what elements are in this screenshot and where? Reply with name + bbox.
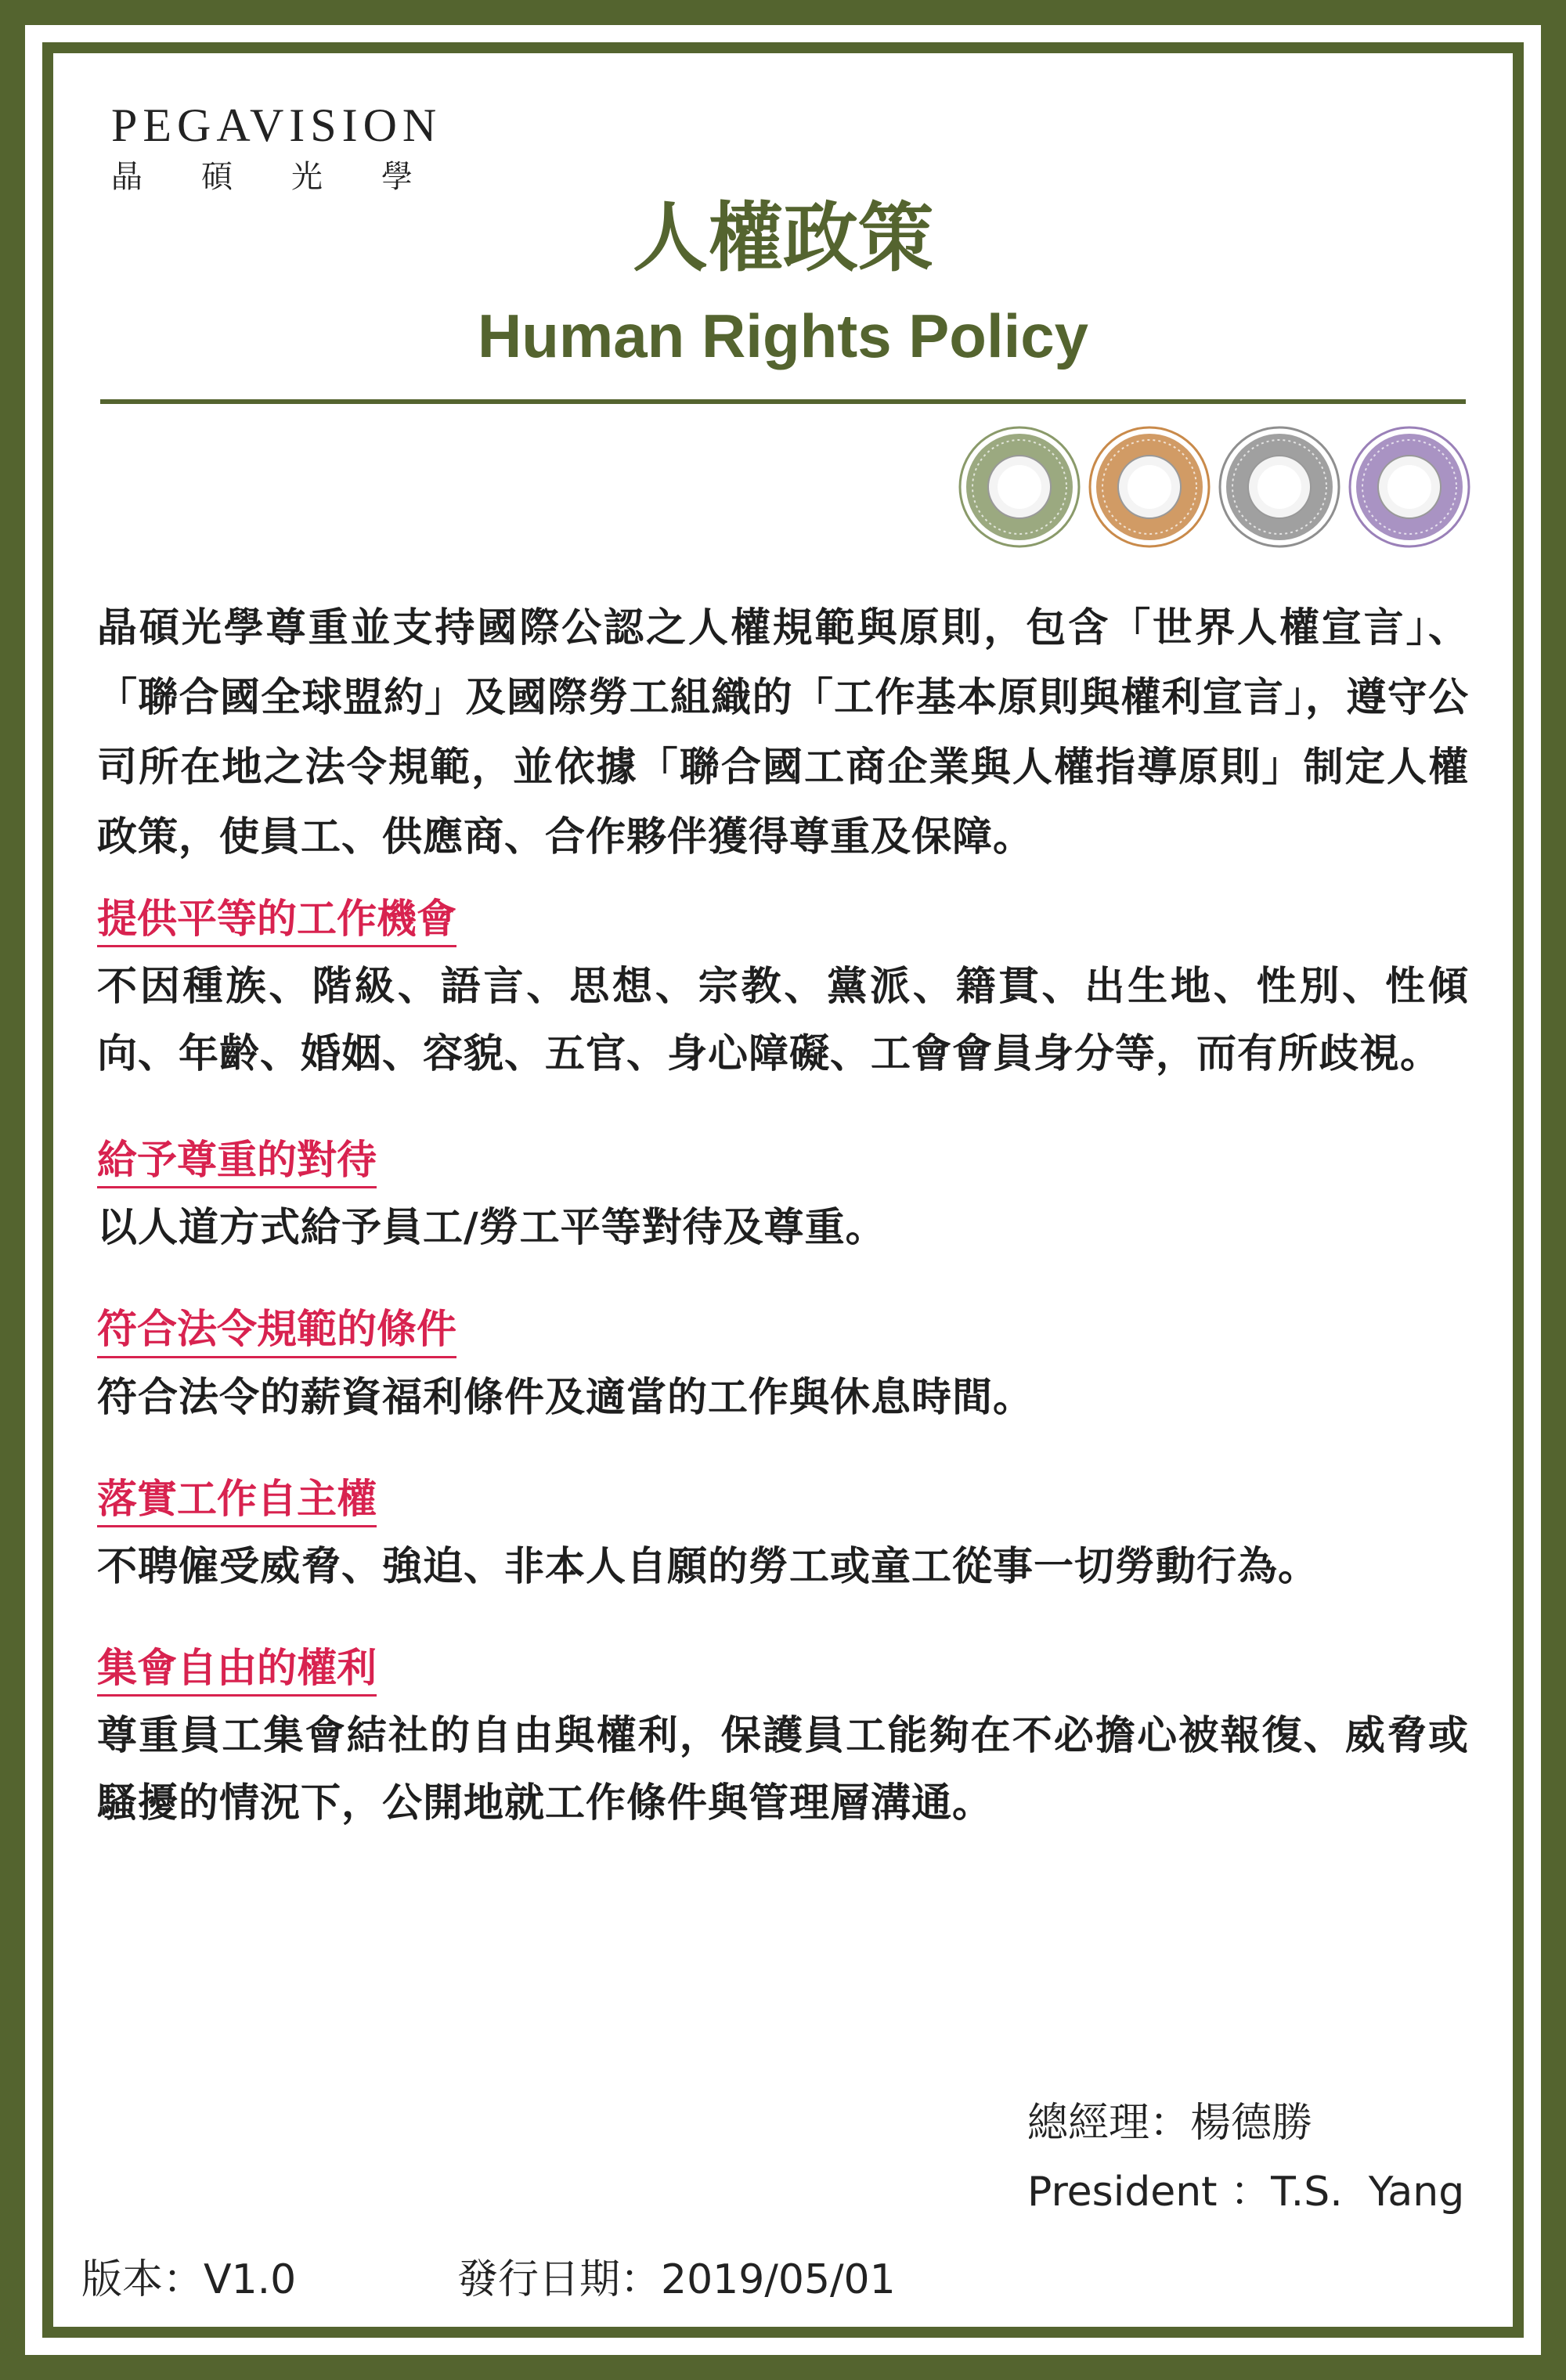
- section-body: 符合法令的薪資福利條件及適當的工作與休息時間。: [97, 1374, 1034, 1421]
- policy-section: [97, 1306, 1469, 1431]
- contact-lens-images: [957, 424, 1474, 550]
- policy-section: [97, 896, 1469, 1088]
- policy-section: [97, 1645, 1469, 1837]
- page-title-en: Human Rights Policy: [477, 301, 1089, 370]
- section-heading: 提供平等的工作機會: [97, 896, 456, 947]
- section-heading: 集會自由的權利: [97, 1645, 377, 1697]
- section-heading: 符合法令規範的條件: [97, 1306, 456, 1358]
- logo-name-zh: [111, 161, 413, 193]
- lens-image: [957, 424, 1082, 550]
- signature-zh: 總經理：楊德勝: [1027, 2100, 1313, 2147]
- logo-char: 光: [291, 159, 323, 195]
- company-logo: [111, 99, 442, 195]
- section-heading: 給予尊重的對待: [97, 1137, 377, 1188]
- intro-paragraph: 晶碩光學尊重並支持國際公認之人權規範與原則，包含「世界人權宣言」、「聯合國全球盟約」及國際勞工組織的「工作基本原則與權利宣言」，遵守公司所在地之法令規範，並依據「聯合國工商企業與人權指導原則」制定人權政策，使員工、供應商、合作夥伴獲得尊重及保障。: [97, 605, 1469, 860]
- policy-section: [97, 1137, 1469, 1262]
- lens-image: [1217, 424, 1342, 550]
- section-heading: 落實工作自主權: [97, 1476, 377, 1527]
- section-body: 以人道方式給予員工/勞工平等對待及尊重。: [97, 1205, 886, 1252]
- page-title-zh: 人權政策: [633, 194, 933, 282]
- logo-char: 碩: [201, 159, 233, 195]
- version-label: 版本：V1.0: [81, 2256, 297, 2303]
- signature-en: President ：T.S. Yang: [1027, 2169, 1465, 2216]
- section-body: 尊重員工集會結社的自由與權利，保護員工能夠在不必擔心被報復、威脅或騷擾的情況下，公開地就工作條件與管理層溝通。: [97, 1712, 1469, 1826]
- issue-date-label: 發行日期：2019/05/01: [457, 2256, 896, 2303]
- logo-char: 學: [381, 159, 413, 195]
- section-body: 不因種族、階級、語言、思想、宗教、黨派、籍貫、出生地、性別、性傾向、年齡、婚姻、容貌、五官、身心障礙、工會會員身分等，而有所歧視。: [97, 964, 1469, 1078]
- lens-image: [1347, 424, 1472, 550]
- logo-char: 晶: [111, 159, 143, 195]
- policy-content: [97, 593, 1469, 1837]
- policy-section: [97, 1476, 1469, 1601]
- signature-block: [1027, 2089, 1464, 2227]
- logo-name-en: PEGAVISION: [111, 99, 442, 151]
- section-body: 不聘僱受威脅、強迫、非本人自願的勞工或童工從事一切勞動行為。: [97, 1543, 1319, 1590]
- lens-image: [1087, 424, 1212, 550]
- title-divider: [100, 399, 1466, 404]
